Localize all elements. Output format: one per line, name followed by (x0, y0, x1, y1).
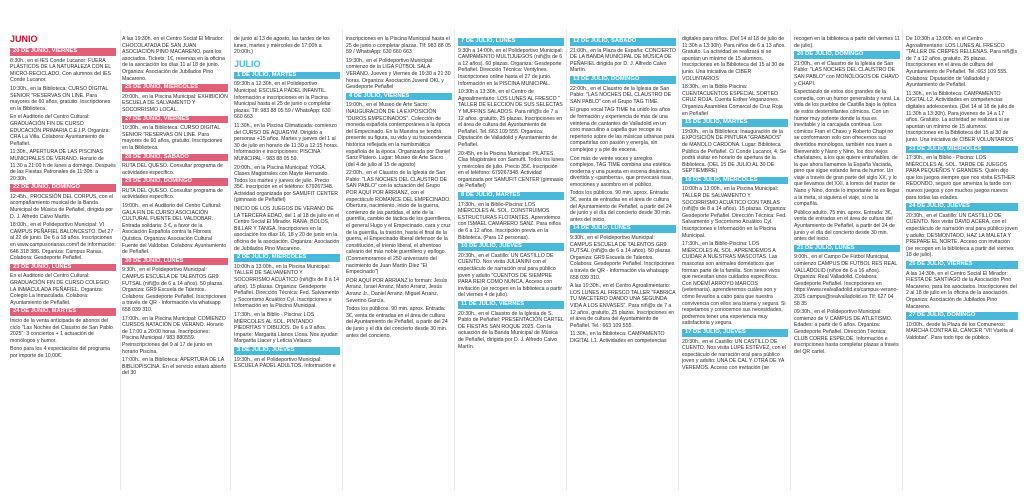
event-text: 9:00h., en el Campo De Fútbol Municipal, comienzo CAMPUS DE FÚTBOL RES REAL VALLADOLID (niños de 6 a 16 años). Organiza: Real Valladolid. Colabora: Gesdeporte Peñafiel. Inscripciones en https://www.realvalladolid.es/campus-verano-2025 campus@realvalladolid.es Tlf: 627 04 58 35 (794, 254, 899, 307)
event-text: digitales para niños. (Del 14 al 18 de julio de 11:30h a 13:30h). Para niños de 6 a 13 años. Gratuito. La actividad se realizará si se apuntan un mínimo de 15 alumnos. Inscripciones en la Biblioteca del 15 al 30 de junio. Una iniciativa de CIBER VOLUNTARIOS (682, 36, 786, 82)
column-7 (682, 36, 788, 488)
event-text: A las 10:30h., en el Centro Agroalimentario: LOS LUNES AL FRESCO TALLER "FABRICA TU MACETERO DANDO UNA SEGUNDA VIDA A LOS ENVASES". Para niñ@s de 7 a 12 años, gratuito, 25 plazas. Inscripciones en el área de cultura del Ayuntamiento de Peñafiel. Tel.: 663 109 555. (570, 283, 676, 329)
date-header: 10 DE JULIO, JUEVES (458, 243, 564, 251)
date-header: 20 DE JUNIO, VIERNES (10, 48, 116, 56)
column-1 (10, 46, 116, 488)
column-2 (122, 36, 228, 488)
date-header: 15 DE JULIO, MARTES (682, 119, 788, 127)
event-text: 19:30h., en el Polideportivo Municipal: comienzo de la LIGA FÚTBOL SALA VERANO. Jueves y Viernes de 19:30 a 21:30 horas. Organiza: Asociación Juvenil OKL y Gesdeporte Peñafiel (346, 57, 451, 91)
date-header: 13 DE JULIO, DOMINGO (570, 76, 676, 84)
column-9 (906, 36, 1018, 488)
event-text: 17:00h., en la Piscina Municipal: COMIENZO CURSOS NATACIÓN DE VERANO. Horario de 17:00 a 20:00 horas. Inscripciones: Piscina Municipal / 983 880559. Preinscripciones del 9 al 17 de junio en horario Piscina. (122, 315, 226, 355)
date-header: 14 DE JULIO, LUNES (570, 225, 676, 233)
event-text: 10:30h., en la Biblioteca: CURSO DIGITAL SENIOR "RESERVAS ON LINE. Para mayores de 60 años, gratuito. Inscripciones en la Biblioteca. (10, 85, 111, 112)
event-text: A las 19:30h. en el Centro Social El Mirador: CHOCOLATADA DE SAN JUAN ASOCIACIÓN PINO MACARENO, para los asociados. Tickets: 1€, reservas en la oficina de la asociación los días 11 al 18 de junio. Organiza: Asociación de Jubilados Pino Macareno. (122, 36, 225, 82)
event-text: 9:30h., en el Polideportivo Municipal: CAMPUS ESCUELA DE TALENTOS GR9 FUTSAL (niñ@s de 6 a 14 años). 50 plazas. Organiza: GR9 Escuela de Talentos. Colabora: Gesdeporte Peñafiel. Inscripciones a través de QR - Información vía whatsapp 658 039 310. (570, 235, 675, 281)
column-4 (346, 36, 452, 488)
date-header: 27 DE JUNIO, VIERNES (122, 116, 228, 124)
event-text: 11:30h., en la Biblioteca: CAMPAMENTO DIGITAL L2. Actividades en competencias digitales adolescentes. (Del 14 al 18 de julio de 11:30h a 13:30h). Para jóvenes de 14 a 17 años. Gratuito. La actividad se realizará si se apuntan un mínimo de 15 alumnos. Inscripciones en la Biblioteca del 15 al 30 de junio. Una iniciativa de CIBER VOLUNTARIOS (906, 90, 1015, 143)
column-6 (570, 36, 676, 488)
event-text: 19:00h., en el Auditorio del Centro Cultural: GALA FIN DE CURSO ASOCIACIÓN CULTURAL FUENTE DEL VALDOBAR. Entrada solidaria: 3 €, a favor de la Asociación Española contra la Fibrosis Quística. Organiza: Asociación Cultural Fuente del Valdobar. Colabora: Ayuntamiento de Peñafiel. (122, 203, 227, 256)
date-header: 17 DE JULIO, JUEVES (682, 329, 788, 337)
date-header: 3 DE JULIO, JUEVES (234, 347, 340, 355)
event-text: 9:30h a 14:00h, en el Polideportivo Municipal: CAMPAMENTO MULTIJUEGOS (niñ@s de 6 a 12 años). 60 plazas. Organiza: Gesdeporte Peñafiel. Dirección Técnica: VentyInes. Inscripciones online hasta el 27 de junio. Información en la PISCINA MUNICIPAL. (458, 47, 563, 87)
event-text: 20:30h., en el Castillo: UN CASTILLO DE CUENTO. Nos visita DAVID ACERA, con el espectáculo de narración oral para público joven y adulto: DESMONTADO, HAZ LA MALETA Y PREPARE EL NORTE. Acceso con invitación (se recogen en la biblioteca a partir del viernes 18 de julio). (906, 212, 1018, 259)
event-text: Público adulto. 75 min. aprox. Entrada: 3€, venta de entradas en el área de cultura del Ayuntamiento de Peñafiel, a partir del 24 de junio y el día del concierto desde 30 min. antes del inicio. (794, 209, 895, 243)
date-header: 25 DE JUNIO, MIÉRCOLES (122, 84, 228, 92)
date-header: 28 DE JUNIO, SÁBADO (122, 154, 228, 162)
event-text: A las 14:30h, en el Centro Social El Mirador: FIESTA DE SANTIAGO de la Asociación Pino Macareno, para los asociados. Inscripciones del 2 al 18 de julio en la oficina de la asociación. Organiza: Asociación de Jubilados Pino Macareno. (906, 270, 1017, 310)
event-text: Con más de veinte voces y arreglos complejos, TAG TIME combina una estética moderna y una puesta en escena dinámica, divertida y «gamberra», que provocará risas, emociones y asombro en el público. (570, 155, 673, 188)
event-text: 10:00h., desde la Plaza de los Comuneros: MARCHA CONTRA EL CÁNCER "VII Vuelta al Valdobar". Para todo tipo de público. (906, 321, 1014, 341)
event-text: 11:30h., en la Biblioteca: CAMPAMENTO DIGITAL L1. Actividades en competencias (570, 331, 667, 344)
event-text: 09:30h a 12:30h, en el Polideportivo Municipal: ESCUELA PÁDEL INFANTIL. Información e inscripciones en la Piscina Municipal hasta el 25 de junio o completar plazas. Tlf: 983 88 05 59 / WhatsApp: 630 660 663 (234, 81, 331, 121)
event-text: Espectáculo de estos dos grandes de la comedia, con un humor generalista y rural. La vida de los pueblos de Castilla bajo la óptica de estos desternillantes cómicos. Con un humor muy potente donde la risa es inevitable y la carcajada continua. Los cómicos Fran el Chavo y Roberto Chapi no se conformaron solo con ofrecernos sus divertidos monólogos, también nos traen a Bienvenido y Nano y Nino, los dos viejos charlatanes, a los que quiere entrañables, de la que ahora llamamos la España Vaciada, pero que sigue estando llena de humor. Un viaje a través de gran parte del siglo XX, y lo que llevamos del XXI, a lomos del tractor de Nano y Nino, donde lo importante no es llegar a la meta, si siguiera el viaje, si no la compañía. (794, 89, 900, 208)
date-header: 24 DE JULIO, JUEVES (906, 203, 1018, 211)
event-text: 10:30h a 13:30h, en el Centro de Agroalimentario: LOS LUNES AL FRESCO " TALLER DE ELECCIÓN DE SUS SELECTAS Y MUFFINS SALADOS. Para niñ@s de 7 a 12 años. gratuito, 25 plazas. Inscripciones en el área de cultura del Ayuntamiento de Peñafiel. Tel.:663 109 555. Organiza: Diputación de Valladolid y Ayuntamiento de Peñafiel. (458, 89, 563, 148)
event-text: 20:30h., en el Castillo: UN CASTILLO DE CUENTO. Nos visita JULIANINI con el espectáculo de narración oral para público joven y adulto "CUENTOS DE SIEMPRE PARA REIR COMO NUNCA. Acceso con invitación (se recogen en la biblioteca a partir del viernes 4 de julio). (458, 252, 563, 299)
event-text: 20:30h., en el Castillo: UN CASTILLO DE CUENTO. Nos visita LUPE ESTÉVEZ, con el espectáculo de narración oral para público joven y adulto: UNA DE CAL Y OTRA DE YA VEREMOS. Acceso con invitación (se (682, 338, 786, 371)
column-8 (794, 36, 900, 488)
date-header: 1 DE JULIO, MARTES (234, 72, 340, 80)
date-header: 4 DE JULIO, VIERNES (346, 93, 452, 101)
event-text: El grupo vocal TAG TIME ha unido los años de formación y experiencia de más de una veintena de cantantes de Valladolid en un coro masculino a capella que recoge su repertorio sobre de las músicas urbanas para compartirlas con pasión y energía, sin complejos y a pie de escena. (570, 107, 675, 153)
date-header: 29 DE JUNIO, DOMINGO (122, 178, 228, 186)
date-header: 11 DE JULIO, VIERNES (458, 301, 564, 309)
event-text: inscripciones en la Piscina Municipal hasta el 25 de junio o completar plazas. Tlf: 983 88 05 59 / WhatsApp: 630 660 663 (346, 36, 451, 56)
date-header: 24 DE JUNIO, MARTES (10, 308, 116, 316)
column-3 (234, 36, 340, 488)
event-text: 21:00h., en el Claustro de la Iglesia de San Pablo: "LAS NOCHES DEL CLAUSTRO DE SAN PABLO" con MONÓLOGOS DE CHAVO y CHAPI. (794, 60, 899, 87)
column-5 (458, 36, 564, 488)
section-julio: JULIO (234, 58, 261, 69)
event-text: RUTA DEL QUESO. Consultar programa de actividades específico. (122, 163, 223, 176)
event-text: Inicio de la venta anticipada de abonos del ciclo "Las Noches del Claustro de San Pablo 2025": 3 conciertos + 1 actuación de monólogos y humor. (10, 317, 113, 344)
section-junio: JUNIO (10, 34, 38, 44)
event-text: 20:00h., en la Piscina Municipal: YOGA. Clases Magistrales con Mayte Hernando. Todos los martes y jueves de julio. Precio 35€. Inscripción en el teléfono: 679267348. Actividad organizada por SAMUFIT CENTER (gimnasio de Peñafiel) (234, 164, 338, 204)
event-text: 22:00h., en el Claustro de la Iglesia de San Pablo: "LAS NOCHES DEL CLAUSTRO DE SAN PABLO" con la actuación del Grupo POR AQUÍ POR ARRIANZ, con el espectáculo ROMANCE DEL EMPECINADO. Obertura, nacimiento, inicio de la guerra, comienzo de las partidas, el arte de la guerrilla, cambio de táctica de los guerrilleros, el general Hugo y el Empecinado, cara y cruz de la guerrilla, la traición, hasta el final de la guerra, el Empecinado liberal defensor de la constitución, el trienio liberal, el afrentoso calvario del más noble guerrillero y epílogo. (Conmemoramos el 250 aniversario del nacimiento de Juan Martín Díez "El Empecinado") (346, 170, 452, 276)
event-text: 8:30h., en el IES Conde Lucanor: FUERA PLÁSTICOS DE LA NATURALEZA CON EL MICRO-RECICLADO. Con alumnos del IES Conde Lucanor. (10, 57, 111, 84)
event-text: 12:45h., PROCESIÓN DEL CORPUS, con el acompañamiento musical de la Banda Municipal de Música de Peñafiel, dirigida por D. J. Alfredo Calvo Martín. (10, 193, 114, 220)
event-text: 17:30h., en la Biblio-Piscina: LOS MIÉRCOLES AL SOL. CONSTRUIMOS ESTRUCTURAS FLOTANTES. Aprendemos con ISMAEL CAMARERO SANZ. Para niños de 6 a 12 años. Inscripción previa en la Biblioteca. (Para 12 personas). (458, 201, 562, 241)
date-header: 23 DE JULIO, MIÉRCOLES (906, 146, 1018, 154)
event-text: 10:30h., en la Biblioteca: CURSO DIGITAL SENIOR "RESERVAS ON LINE. Para mayores de 60 años, gratuito. Inscripciones en la Biblioteca. (122, 125, 223, 151)
event-text: de junio al 13 de agosto, las tardes de los lunes, martes y miércoles de 17:00h a 20:00h.) (234, 36, 330, 56)
date-header: 30 DE JUNIO, LUNES (122, 258, 228, 266)
event-text: 10:00h a 13:00h., en la Piscina Municipal: TALLER DE SALVAMENTO Y SOCORRISMO ACUÁTICO (niñ@s de 8 a 14 años). 15 plazas. Organiza: Gesdeporte Peñafiel. Dirección Técnica: Fed. Salvamento y Socorrismo Acuático Cyl. Inscripciones e Información en la Piscina Municipal. (234, 263, 340, 310)
date-header: 27 DE JULIO, DOMINGO (906, 312, 1018, 320)
event-text: 17:00h., en la Biblioteca: APERTURA DE LA BIBLIOPISCINA. En el servicio estará abierto del 30 (122, 357, 227, 377)
date-header: 23 DE JUNIO, LUNES (10, 264, 116, 272)
event-text: 17:30h., en la Biblio-Piscina: LOS MIÉRCOLES AL SOL. APRENDEMOS A CUIDAR A NUESTRAS MASCOTAS. Las mascotas son animales domésticos que forman parte de la familia. Son seres vivos que necesitan unos cuidados específicos. Con NOÉMÍ ARROYO MARCOS (veterinaria), aprenderemos cuáles son y cómo llevarlos a cabo para que nuestra convivencia con ellos sea buena y segura. Si respetamos y conocemos sus necesidades, podremos tener una experiencia muy satisfactoria y segura. (682, 241, 786, 327)
event-text: 20:00h., en la Piscina Municipal: EXHIBICIÓN ESCUELA DE SALVAMENTO Y SOCORRISMO LOCAL. (122, 93, 228, 113)
event-text: 18:00h., en el Polideportivo Municipal: VI CAMPUS PEÑAFIEL BALONCESTO. Del 27 al 22 de junio. De 6 a 18 años. Inscripciones en www.campusorianas.com/f de información: 646 318 386. Organiza: Campus Ranas. Colabora: Gesdeporte Peñafiel. (10, 222, 116, 262)
event-text: En el Auditorio del Centro Cultural: GRADUACIÓN FIN DE CURSO COLEGIO LA INMACULADA PEÑAFIEL. Organiza: Colegio La Inmaculada. Colabora: Ayuntamiento de Peñafiel. (10, 273, 109, 306)
event-text: recogen en la biblioteca a partir del viernes 11 de julio). (794, 36, 900, 49)
event-text: RUTA DEL QUESO. Consultar programa de actividades específico. (122, 187, 223, 201)
event-text: 19:00h., en el Museo de Arte Sacro: INAUGURACIÓN DE LA EXPOSICIÓN "DUROS EMPECINADOS". Colección de moneda española contemporánea a la época del Empecinado. En la Muestra se tendrá presente su figura, su vida y su trascendencia histórica reflejada en la numismática española de la época. Organizada por Daniel Sanz Platero. Lugar: Museo de Arte Sacro (del 4 de julio al 15 de agosto) (346, 102, 452, 168)
event-text: 20:45h, en la Piscina Municipal: PILATES. Clas Magistrales con Samufit. Todos los lunes y miércoles de julio. Precio 35€. Inscripción en el teléfono: 679267348. Actividad organizada por SAMUFIT CENTER (gimnasio de Peñafiel) (458, 150, 564, 190)
event-text: 19:00h., en la Biblioteca: Inauguración de la EXPOSICIÓN DE PINTURA "GRABADOS" de MANOLO CARDONA. Lugar: Biblioteca Pública de Peñafiel. C/ Conde Lucanor, 4. Se podrá visitar en horario de apertura de la Biblioteca. (DEL 15 DE JULIO AL 30 DE SEPTIEMBRE) (682, 128, 787, 175)
date-header: 7 DE JULIO, LUNES (458, 38, 564, 46)
event-text: Bono para los 4 espectáculos del programa por importe de 10,00€. (10, 346, 111, 359)
event-text: De 10:30h a 13:00h. en el Centro Agroalimentario: LOS LUNES AL FRESCO "TALLER DE CREPES RELLENAS. Para niñ@s de 7 a 12 años, gratuito, 25 plazas. Inscripciones en el área de cultura del Ayuntamiento de Peñafiel. Tel.:663 109 555. Colabora: Diputación de Valladolid y Ayuntamiento de Peñafiel. (906, 36, 1018, 89)
event-text: 20:30h., en el Claustro de la Iglesia de S. Pablo de Peñafiel: PRESENTACIÓN CARTEL DE FIESTAS SAN ROQUE 2025. Con la actuación de la Banda Municipal de Música de Peñafiel, dirigida por D. J. Alfredo Calvo Martín. (458, 310, 564, 350)
event-text: Todos los públicos. 90 min. aprox. Entrada: 3€, venta de entradas en el área de cultura del Ayuntamiento de Peñafiel, a partir del 24 de junio y el día del concierto desde 30 min. antes del inicio. (570, 190, 672, 223)
date-header: 2 DE JULIO, MIÉRCOLES (234, 254, 340, 262)
date-header: 21 DE JULIO, LUNES (794, 245, 900, 253)
event-text: 19:30h., en el Polideportivo Municipal: ESCUELA PÁDEL ADULTOS. Información e (234, 356, 336, 370)
date-header: 22 DE JUNIO, DOMINGO (10, 184, 116, 192)
event-text: 10:00h a 13:00h., en la Piscina Municipal: TALLER DE SALVAMENTO Y SOCORRISMO ACUÁTICO CON TABLAS (niñ@s de 8 a 14 años). 15 plazas. Organiza: Gesdeporte Peñafiel. Dirección Técnica: Fed. Salvamento y Socorrismo Acuático Cyl. Inscripciones e Información en la Piscina Municipal. (682, 186, 787, 239)
event-text: 9:30h., en el Polideportivo Municipal: CAMPUS ESCUELA DE TALENTOS GR9 FUTSAL (niñ@s de 6 a 14 años). 50 plazas. Organiza: GR9 Escuela de Talentos. Colabora: Gesdeporte Peñafiel. Inscripciones a través de QR - Información vía whatsapp 658 039 310. (122, 267, 227, 313)
event-text: 11:30h., en la Piscina Climatizada: comienzo del CURSO DE AQUAGYM. Dirigido a personas +15 años. Martes y jueves del 1 al 30 de julio en horario de 11:30 a 12:15 horas. Información e inscripciones: PISCINA MUNICIPAL - 983 88 05 59. (234, 122, 339, 162)
date-header: 8 DE JULIO, MARTES (458, 192, 564, 200)
date-header: 25 DE JULIO, VIERNES (906, 261, 1018, 269)
date-header: 20 DE JULIO, DOMINGO (794, 51, 900, 59)
date-header: 12 DE JULIO, SÁBADO (570, 38, 676, 46)
event-text: 22:00h., en el Claustro de la Iglesia de San Pablo: "LAS NOCHES DEL CLAUSTRO DE SAN PABLO" con el Grupo TAG TIME. (570, 85, 672, 105)
event-text: 21:00h., en la Plaza de España: CONCIERTO DE LA BANDA MUNICIPAL DE MÚSICA DE PEÑAFIEL dirigida por D. J. Alfredo Calvo Martín. (570, 47, 676, 74)
event-text: POR AQUÍ POR ARRIANZ lo forman: Jesús Arranz, Israel Arranz, Mario Arranz, Jesús Arranz Jr., Daniel Arranz, Miguel Arranz, Severino García. (346, 277, 448, 304)
date-header: 16 DE JULIO, MIÉRCOLES (682, 177, 788, 185)
event-text: INICIO DE LOS JUEGOS DE VERANO DE LA TERCERA EDAD, del 1 al 18 de julio en el Centro Social El Mirador. RANA, BOLOS, BILLAR Y TANGA. Inscripciones en la asociación los días 16, 18 y 20 de junio en la oficina de la asociación. Organiza: Asociación de Jubilados Pino Macareno. (234, 206, 340, 252)
event-text: 18:30h., en la Biblio Piscina: CUENTACUENTOS ESPECIAL SORTEO CRUZ ROJA. Cuenta Esther Veganzones. Organiza Asamblea Comarcal de Cruz Roja en Peñafiel (682, 84, 783, 117)
event-text: 17:30h., en la Biblio - Piscina: LOS MIÉRCOLES AL SOL. TARDE DE JUEGOS PARA PEQUEÑOS Y GRANDES. Quién dijo que los juegos siempre que nos visita ESTHER REDONDO, seguro que ameniza la tarde con nuevos juegos y con muchos juegos nuevos para todas las edades. (906, 155, 1015, 201)
event-text: En el Auditorio del Centro Cultural: GRADUACIÓN FIN DE CURSO EDUCACIÓN PRIMARIA C.E.I.P. Organiza: CRA La Villa. Colabora: Ayuntamiento de Peñafiel. (10, 114, 110, 147)
event-text: 11:30h., APERTURA DE LAS PISCINAS MUNICIPALES DE VERANO. Horario de 11:30 a 21:00 h de lunes a domingo. Después de las Fiestas Patronales de 11:30h. a 20:30h. (10, 149, 116, 182)
event-text: 09:30h., en el Polideportivo Municipal: comienzo de V CAMPUS DE ATLETISMO. Edades: a partir de 6 años. Organiza: Gesdeporte Peñafiel. Dirección Técnica: CLUB CORRE ESPELDE. Información e inscripciones hasta completar plazas a través del QR cartel. (794, 309, 899, 355)
event-text: Todos los públicos. 90 min. aprox. Entrada: 3€, venta de entradas en el área de cultura del Ayuntamiento de Peñafiel, a partir del 24 de junio y el día del concierto desde 30 min. antes del concierto. (346, 306, 448, 339)
event-text: 17:30h., en la Biblio - Piscina: LOS MIÉRCOLES AL SOL. PINTANDO PIEDRITAS Y DIBUJOS. De 6 a 9 años. Imparte: Margarita Llanos Llosa. Nos ayudan Margarita Llacer y Leticia Velasco (234, 311, 338, 345)
